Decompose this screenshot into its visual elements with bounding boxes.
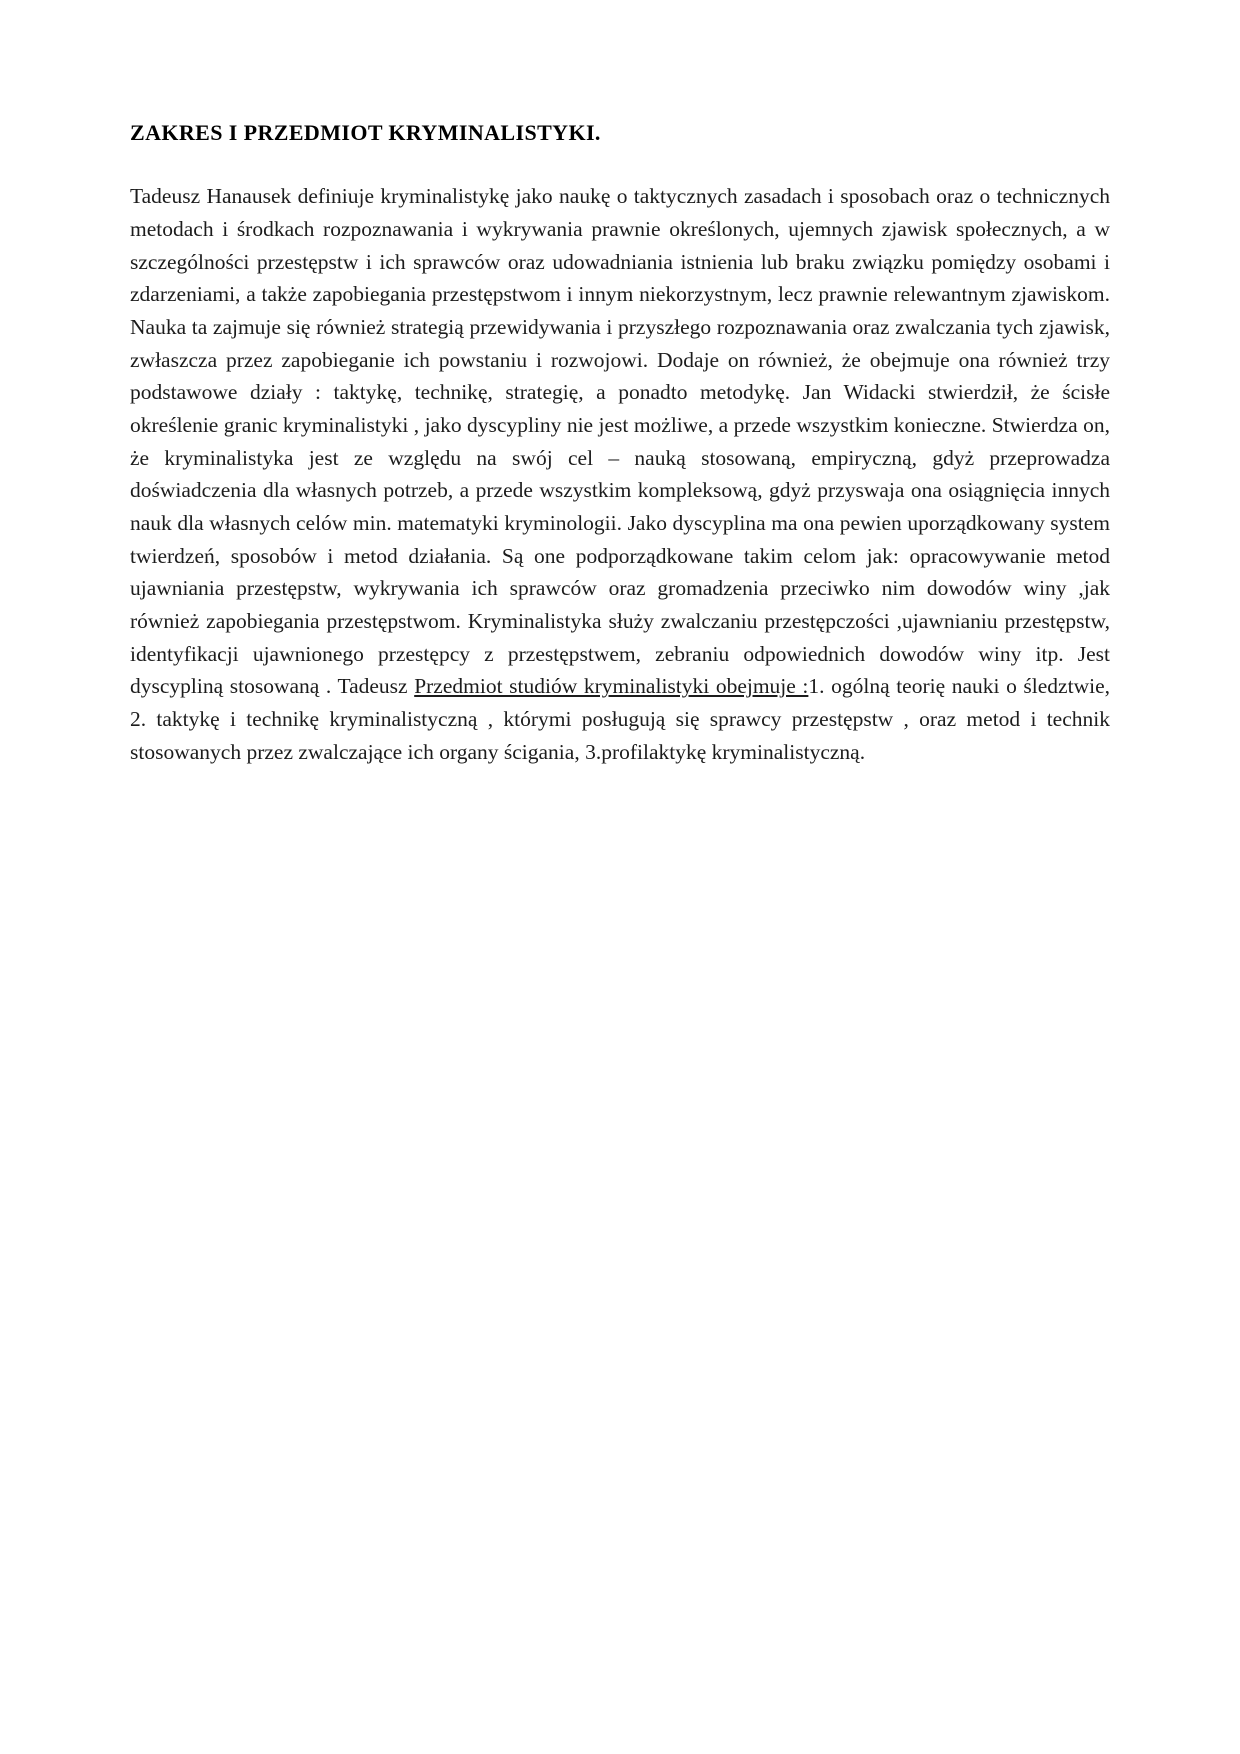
- paragraph-text-part-one: Tadeusz Hanausek definiuje kryminalistykę jako naukę o taktycznych zasadach i sposobach oraz o technicznych metodach i środkach rozpoznawania i wykrywania prawnie określonych, ujemnych zjawisk społecznych, a w szczególności przestępstw i ich sprawców oraz udowadniania istnienia lub braku związku pomiędzy osobami i zdarzeniami, a także zapobiegania przestępstwom i innym niekorzystnym, lecz prawnie relewantnym zjawiskom. Nauka ta zajmuje się również strategią przewidywania i przyszłego rozpoznawania oraz zwalczania tych zjawisk, zwłaszcza przez zapobieganie ich powstaniu i rozwojowi. Dodaje on również, że obejmuje ona również trzy podstawowe działy : taktykę, technikę, strategię, a ponadto metodykę. Jan Widacki stwierdził, że ścisłe określenie granic kryminalistyki , jako dyscypliny nie jest możliwe, a przede wszystkim konieczne. Stwierdza on, że kryminalistyka jest ze względu na swój cel – nauką stosowaną, empiryczną, gdyż przeprowadza doświadczenia dla własnych potrzeb, a przede wszystkim kompleksową, gdyż przyswaja ona osiągnięcia innych nauk dla własnych celów min. matematyki kryminologii. Jako dyscyplina ma ona pewien uporządkowany system twierdzeń, sposobów i metod działania. Są one podporządkowane takim celom jak: opracowywanie metod ujawniania przestępstw, wykrywania ich sprawców oraz gromadzenia przeciwko nim dowodów winy ,jak również zapobiegania przestępstwom. Kryminalistyka służy zwalczaniu przestępczości ,ujawnianiu przestępstw, identyfikacji ujawnionego przestępcy z przestępstwem, zebraniu odpowiednich dowodów winy itp. Jest dyscypliną stosowaną . Tadeusz: [130, 184, 1110, 699]
- page-whitespace: [130, 768, 1110, 1668]
- page-title: ZAKRES I PRZEDMIOT KRYMINALISTYKI.: [130, 120, 601, 145]
- body-paragraph: [130, 180, 1110, 768]
- paragraph-underlined-phrase: Przedmiot studiów kryminalistyki obejmuje :: [414, 674, 809, 699]
- paragraph-text-part-two: 1. ogólną teorię nauki o śledztwie, 2. taktykę i technikę kryminalistyczną , którymi posługują się sprawcy przestępstw , oraz metod i technik stosowanych przez zwalczające ich organy ścigania, 3.profilaktykę kryminalistyczną.: [130, 674, 1110, 764]
